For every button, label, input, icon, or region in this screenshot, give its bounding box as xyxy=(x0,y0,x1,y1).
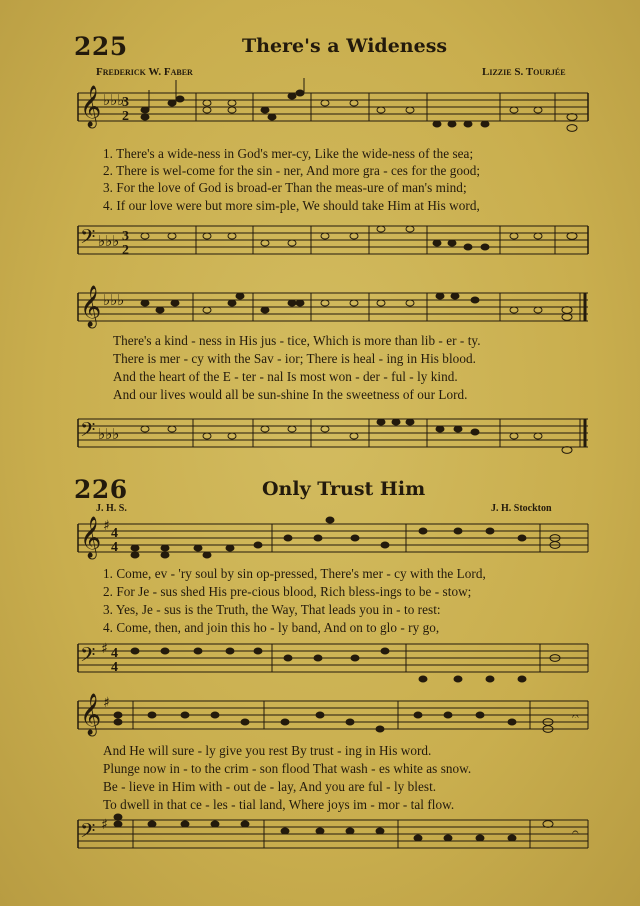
hymn-225-s2-verse-4: And our lives would all be sun-shine In the sweetness of our Lord. xyxy=(113,387,468,402)
svg-text:♯: ♯ xyxy=(103,518,110,534)
svg-text:𝄐: 𝄐 xyxy=(572,825,579,839)
svg-text:♯: ♯ xyxy=(101,641,108,657)
svg-text:2: 2 xyxy=(122,109,129,124)
hymn-226-composer: J. H. Stockton xyxy=(491,503,552,514)
hymn-226-s2-verse-2: Plunge now in - to the crim - son flood That wash - es white as snow. xyxy=(103,761,472,776)
svg-text:♭♭♭: ♭♭♭ xyxy=(103,91,125,109)
svg-text:4: 4 xyxy=(111,526,118,541)
svg-text:♯: ♯ xyxy=(103,695,110,711)
svg-text:2: 2 xyxy=(122,243,129,258)
svg-text:4: 4 xyxy=(111,540,118,555)
svg-text:♭♭♭: ♭♭♭ xyxy=(98,425,120,443)
hymn-225-composer: Lizzie S. Tourjée xyxy=(482,66,566,78)
hymn-225-s1-verse-2: 2. There is wel-come for the sin - ner, And more gra - ces for the good; xyxy=(103,163,481,178)
hymn-226-s1-verse-2: 2. For Je - sus shed His pre-cious blood, Rich bless-ings to be - stow; xyxy=(103,584,472,599)
hymn-225-s1-verse-4: 4. If our love were but more sim-ple, We should take Him at His word, xyxy=(103,198,480,213)
svg-text:3: 3 xyxy=(122,229,129,244)
hymn-226-s2-verse-3: Be - lieve in Him with - out de - lay, And you are ful - ly blest. xyxy=(103,779,437,794)
hymn-225-s1-verse-3: 3. For the love of God is broad-er Than the meas-ure of man's mind; xyxy=(103,180,467,195)
svg-text:𝄞: 𝄞 xyxy=(80,694,102,735)
hymn-225-s2-verse-1: There's a kind - ness in His jus - tice, Which is more than lib - er - ty. xyxy=(113,333,481,348)
hymn-226-s2-verse-4: To dwell in that ce - les - tial land, Where joys im - mor - tal flow. xyxy=(103,797,455,812)
svg-text:4: 4 xyxy=(111,646,118,661)
hymn-226-s1-verse-3: 3. Yes, Je - sus is the Truth, the Way, That leads you in - to rest: xyxy=(103,602,441,617)
svg-text:𝄞: 𝄞 xyxy=(80,517,102,558)
hymn-title-225: There's a Wideness xyxy=(242,35,448,57)
svg-text:4: 4 xyxy=(111,660,118,675)
svg-text:♭♭♭: ♭♭♭ xyxy=(103,291,125,309)
svg-text:𝄐: 𝄐 xyxy=(572,709,579,723)
svg-text:𝄢: 𝄢 xyxy=(80,418,96,446)
hymn-225-lyricist: Frederick W. Faber xyxy=(96,66,193,78)
hymn-226-s2-verse-1: And He will sure - ly give you rest By trust - ing in His word. xyxy=(103,743,432,758)
svg-text:♭♭♭: ♭♭♭ xyxy=(98,232,120,250)
hymn-number-225: 225 xyxy=(74,32,128,61)
svg-text:♯: ♯ xyxy=(101,817,108,833)
svg-text:𝄢: 𝄢 xyxy=(80,819,96,847)
hymn-226-s1-verse-4: 4. Come, then, and join this ho - ly band, And on to glo - ry go, xyxy=(103,620,440,635)
hymn-225-s2-verse-3: And the heart of the E - ter - nal Is most won - der - ful - ly kind. xyxy=(113,369,458,384)
hymn-226-lyricist: J. H. S. xyxy=(96,503,127,514)
hymn-226-s1-verse-1: 1. Come, ev - 'ry soul by sin op-pressed, There's mer - cy with the Lord, xyxy=(103,566,486,581)
hymn-number-226: 226 xyxy=(74,475,128,504)
svg-text:𝄞: 𝄞 xyxy=(80,86,102,127)
hymn-225-s1-verse-1: 1. There's a wide-ness in God's mer-cy, Like the wide-ness of the sea; xyxy=(103,146,474,161)
svg-text:3: 3 xyxy=(122,95,129,110)
hymn-225-s2-verse-2: There is mer - cy with the Sav - ior; There is heal - ing in His blood. xyxy=(113,351,476,366)
svg-text:𝄢: 𝄢 xyxy=(80,643,96,671)
hymn-title-226: Only Trust Him xyxy=(262,478,426,500)
svg-text:𝄞: 𝄞 xyxy=(80,286,102,327)
svg-text:𝄢: 𝄢 xyxy=(80,225,96,253)
